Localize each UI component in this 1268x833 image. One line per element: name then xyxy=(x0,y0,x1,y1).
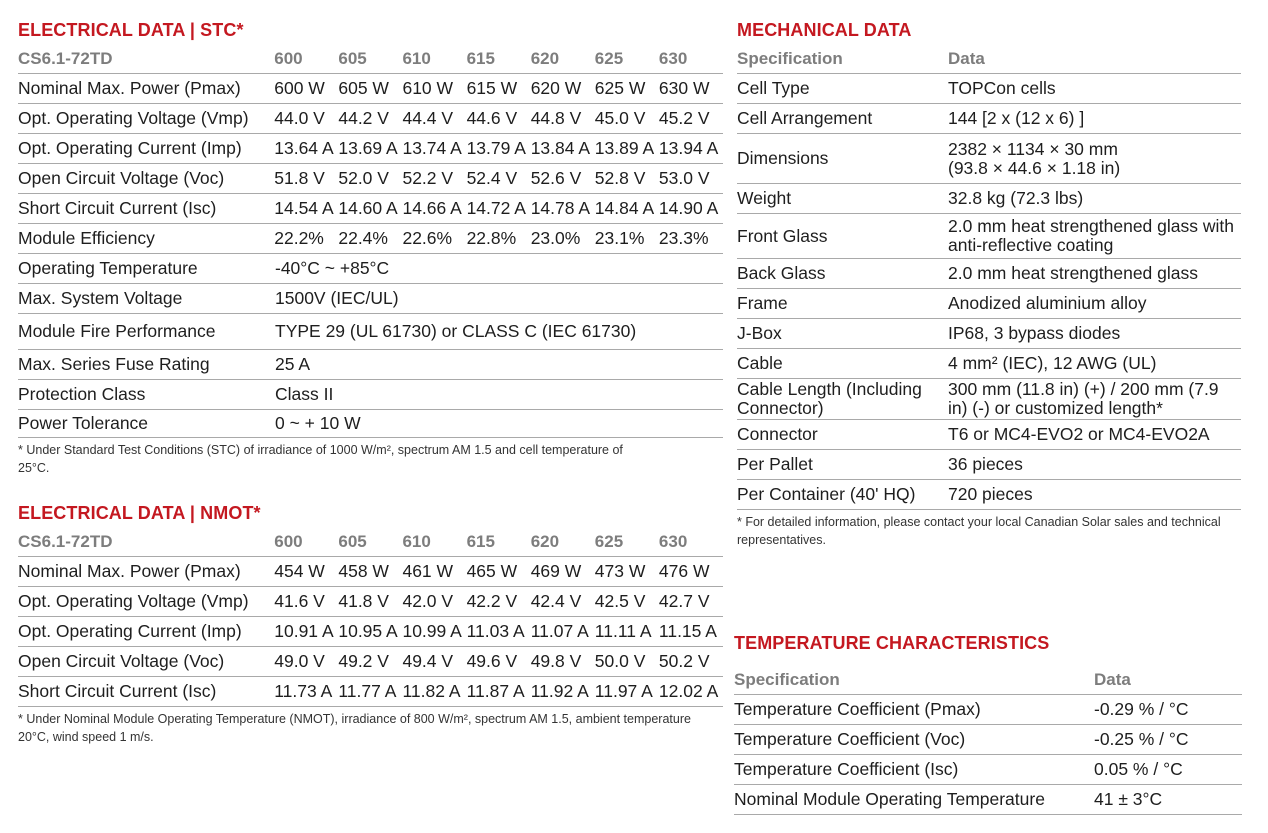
nmot-row-label: Opt. Operating Voltage (Vmp) xyxy=(18,591,249,611)
stc-model-header: CS6.1-72TD xyxy=(18,48,113,68)
nmot-cell-value: 49.6 V xyxy=(466,651,518,671)
nmot-row-label: Short Circuit Current (Isc) xyxy=(18,681,217,701)
nmot-cell-value: 11.92 A xyxy=(530,681,589,701)
stc-row-label: Opt. Operating Current (Imp) xyxy=(18,138,242,158)
nmot-cell-value: 41.6 V xyxy=(274,591,325,611)
mech-row-label: Connector xyxy=(737,424,818,444)
mech-table-row xyxy=(737,74,1241,104)
stc-span-value: -40°C ~ +85°C xyxy=(275,258,390,278)
mech-row-value: T6 or MC4-EVO2 or MC4-EVO2A xyxy=(948,424,1210,444)
mech-row-label: Cell Type xyxy=(737,78,810,98)
nmot-col-header: 630 xyxy=(658,531,688,551)
mech-row-label: J-Box xyxy=(737,323,782,343)
nmot-col-header: 605 xyxy=(338,531,367,551)
mech-table xyxy=(737,44,1241,510)
nmot-cell-value: 11.11 A xyxy=(594,621,652,641)
stc-cell-value: 13.94 A xyxy=(658,138,719,158)
stc-cell-value: 14.60 A xyxy=(338,198,398,218)
stc-cell-value: 23.3% xyxy=(658,228,709,248)
stc-cell-value: 44.2 V xyxy=(338,108,389,128)
temp-row-value: 41 ± 3°C xyxy=(1094,789,1163,809)
nmot-cell-value: 42.7 V xyxy=(658,591,710,611)
nmot-col-header: 610 xyxy=(402,531,431,551)
nmot-cell-value: 11.03 A xyxy=(466,621,525,641)
stc-row-label: Module Fire Performance xyxy=(18,321,216,341)
nmot-table-row xyxy=(18,677,723,707)
temp-table-row xyxy=(734,725,1242,755)
nmot-model-header: CS6.1-72TD xyxy=(18,531,113,551)
mech-row-value: Anodized aluminium alloy xyxy=(948,293,1147,313)
temp-table-row xyxy=(734,785,1242,815)
mech-row-value: 2382 × 1134 × 30 mm (93.8 × 44.6 × 1.18 in) xyxy=(948,138,1121,178)
stc-cell-value: 13.84 A xyxy=(530,138,591,158)
stc-cell-value: 13.69 A xyxy=(338,138,398,158)
temp-row-label: Temperature Coefficient (Voc) xyxy=(734,729,966,749)
stc-span-row xyxy=(18,350,723,380)
stc-cell-value: 53.0 V xyxy=(658,168,710,188)
mech-data-header: Data xyxy=(948,48,985,68)
mech-header-row xyxy=(737,44,1241,74)
stc-cell-value: 630 W xyxy=(658,78,710,98)
stc-cell-value: 600 W xyxy=(274,78,325,98)
stc-cell-value: 44.4 V xyxy=(402,108,454,128)
nmot-cell-value: 473 W xyxy=(594,561,646,581)
mech-table-row xyxy=(737,214,1241,259)
stc-table-row xyxy=(18,224,723,254)
temp-spec-header: Specification xyxy=(734,669,840,689)
stc-row-label: Max. System Voltage xyxy=(18,288,183,308)
mech-table-row xyxy=(737,259,1241,289)
stc-cell-value: 51.8 V xyxy=(274,168,325,188)
nmot-cell-value: 42.5 V xyxy=(594,591,646,611)
temp-row-value: -0.25 % / °C xyxy=(1094,729,1189,749)
stc-col-header: 625 xyxy=(594,48,624,68)
nmot-cell-value: 49.2 V xyxy=(338,651,389,671)
stc-cell-value: 44.0 V xyxy=(274,108,325,128)
nmot-cell-value: 476 W xyxy=(658,561,710,581)
stc-cell-value: 44.6 V xyxy=(466,108,518,128)
stc-row-label: Power Tolerance xyxy=(18,413,149,433)
mech-row-value: TOPCon cells xyxy=(948,78,1056,98)
mech-table-row xyxy=(737,289,1241,319)
stc-span-row xyxy=(18,410,723,438)
nmot-cell-value: 49.8 V xyxy=(530,651,582,671)
stc-cell-value: 14.78 A xyxy=(530,198,591,218)
stc-span-row xyxy=(18,254,723,284)
mech-row-label: Cell Arrangement xyxy=(737,108,873,128)
nmot-cell-value: 10.99 A xyxy=(402,621,462,641)
nmot-col-header: 625 xyxy=(594,531,624,551)
nmot-row-label: Opt. Operating Current (Imp) xyxy=(18,621,242,641)
temp-header-row xyxy=(734,665,1242,695)
stc-col-header: 615 xyxy=(466,48,495,68)
electrical-data-nmot-section xyxy=(18,499,723,746)
nmot-cell-value: 454 W xyxy=(274,561,325,581)
mech-row-label: Per Container (40' HQ) xyxy=(737,484,916,504)
stc-cell-value: 13.64 A xyxy=(274,138,334,158)
stc-span-value: Class II xyxy=(275,384,334,404)
nmot-cell-value: 49.4 V xyxy=(402,651,454,671)
stc-col-header: 605 xyxy=(338,48,367,68)
mech-row-value: 36 pieces xyxy=(948,454,1023,474)
stc-cell-value: 14.72 A xyxy=(466,198,526,218)
stc-row-label: Module Efficiency xyxy=(18,228,155,248)
mech-table-row xyxy=(737,480,1241,510)
nmot-table-row xyxy=(18,617,723,647)
nmot-table-row xyxy=(18,647,723,677)
stc-col-header: 610 xyxy=(402,48,431,68)
mech-row-value: 300 mm (11.8 in) (+) / 200 mm (7.9 in) (-) or customized length* xyxy=(948,379,1219,418)
mech-table-row xyxy=(737,184,1241,214)
stc-cell-value: 22.2% xyxy=(274,228,324,248)
stc-row-label: Open Circuit Voltage (Voc) xyxy=(18,168,225,188)
mech-footnote: * For detailed information, please contact your local Canadian Solar sales and technical representatives. xyxy=(737,515,1221,547)
stc-row-label: Protection Class xyxy=(18,384,146,404)
stc-span-row xyxy=(18,314,723,350)
nmot-table xyxy=(18,527,723,707)
stc-cell-value: 52.6 V xyxy=(530,168,582,188)
mech-row-value: 32.8 kg (72.3 lbs) xyxy=(948,188,1084,208)
temperature-characteristics-section xyxy=(734,629,1242,815)
mech-row-label: Cable xyxy=(737,353,783,373)
stc-cell-value: 620 W xyxy=(530,78,582,98)
stc-col-header: 630 xyxy=(658,48,688,68)
nmot-col-header: 615 xyxy=(466,531,495,551)
stc-table-row xyxy=(18,74,723,104)
nmot-row-label: Open Circuit Voltage (Voc) xyxy=(18,651,225,671)
stc-cell-value: 45.2 V xyxy=(658,108,710,128)
nmot-cell-value: 50.2 V xyxy=(658,651,710,671)
stc-table-row xyxy=(18,104,723,134)
mech-table-row xyxy=(737,450,1241,480)
mech-row-label: Frame xyxy=(737,293,788,313)
nmot-cell-value: 469 W xyxy=(530,561,582,581)
temp-data-header: Data xyxy=(1094,669,1131,689)
stc-cell-value: 13.79 A xyxy=(466,138,526,158)
nmot-col-header: 620 xyxy=(530,531,560,551)
stc-cell-value: 610 W xyxy=(402,78,454,98)
mech-row-label: Back Glass xyxy=(737,263,826,283)
temp-table-row xyxy=(734,695,1242,725)
nmot-table-row xyxy=(18,557,723,587)
stc-cell-value: 13.74 A xyxy=(402,138,462,158)
mech-row-value: 2.0 mm heat strengthened glass xyxy=(948,263,1199,283)
stc-span-value: 25 A xyxy=(275,354,311,374)
stc-span-row xyxy=(18,284,723,314)
nmot-col-header: 600 xyxy=(274,531,303,551)
stc-cell-value: 22.8% xyxy=(466,228,517,248)
stc-table-row xyxy=(18,134,723,164)
mech-row-value: 144 [2 x (12 x 6) ] xyxy=(948,108,1085,128)
stc-cell-value: 13.89 A xyxy=(594,138,655,158)
nmot-cell-value: 10.95 A xyxy=(338,621,398,641)
stc-col-header: 620 xyxy=(530,48,560,68)
nmot-cell-value: 465 W xyxy=(466,561,518,581)
stc-cell-value: 52.2 V xyxy=(402,168,454,188)
nmot-cell-value: 458 W xyxy=(338,561,389,581)
stc-footnote: * Under Standard Test Conditions (STC) of irradiance of 1000 W/m², spectrum AM 1.5 and cell temperature of 25°C. xyxy=(18,443,623,475)
mech-section-title: MECHANICAL DATA xyxy=(737,20,912,40)
mech-table-row xyxy=(737,104,1241,134)
nmot-cell-value: 11.97 A xyxy=(594,681,653,701)
nmot-cell-value: 10.91 A xyxy=(274,621,334,641)
stc-table xyxy=(18,44,723,438)
nmot-section-title: ELECTRICAL DATA | NMOT* xyxy=(18,503,261,523)
mechanical-data-section xyxy=(737,16,1241,549)
stc-row-label: Nominal Max. Power (Pmax) xyxy=(18,78,241,98)
stc-header-row xyxy=(18,44,723,74)
stc-cell-value: 14.90 A xyxy=(658,198,719,218)
temp-row-label: Temperature Coefficient (Pmax) xyxy=(734,699,981,719)
mech-row-value: 4 mm² (IEC), 12 AWG (UL) xyxy=(948,353,1157,373)
nmot-cell-value: 11.82 A xyxy=(402,681,461,701)
stc-span-value: TYPE 29 (UL 61730) or CLASS C (IEC 61730) xyxy=(275,321,637,341)
stc-cell-value: 23.1% xyxy=(594,228,645,248)
stc-row-label: Max. Series Fuse Rating xyxy=(18,354,210,374)
electrical-data-stc-section xyxy=(18,16,723,477)
stc-cell-value: 23.0% xyxy=(530,228,581,248)
stc-cell-value: 22.4% xyxy=(338,228,388,248)
temp-row-label: Nominal Module Operating Temperature xyxy=(734,789,1045,809)
nmot-cell-value: 11.15 A xyxy=(658,621,717,641)
stc-span-row xyxy=(18,380,723,410)
stc-row-label: Opt. Operating Voltage (Vmp) xyxy=(18,108,249,128)
temp-table xyxy=(734,665,1242,815)
nmot-row-label: Nominal Max. Power (Pmax) xyxy=(18,561,241,581)
mech-table-row xyxy=(737,420,1241,450)
mech-row-value: 720 pieces xyxy=(948,484,1033,504)
nmot-cell-value: 41.8 V xyxy=(338,591,389,611)
stc-cell-value: 625 W xyxy=(594,78,646,98)
stc-cell-value: 45.0 V xyxy=(594,108,646,128)
stc-cell-value: 14.66 A xyxy=(402,198,462,218)
mech-row-value: 2.0 mm heat strengthened glass with anti-reflective coating xyxy=(948,216,1234,255)
stc-cell-value: 605 W xyxy=(338,78,389,98)
mech-table-row xyxy=(737,319,1241,349)
mech-row-value: IP68, 3 bypass diodes xyxy=(948,323,1121,343)
mech-row-label: Per Pallet xyxy=(737,454,813,474)
stc-cell-value: 52.4 V xyxy=(466,168,518,188)
stc-section-title: ELECTRICAL DATA | STC* xyxy=(18,20,244,40)
nmot-cell-value: 11.73 A xyxy=(274,681,333,701)
nmot-cell-value: 11.77 A xyxy=(338,681,397,701)
temp-table-row xyxy=(734,755,1242,785)
temp-row-label: Temperature Coefficient (Isc) xyxy=(734,759,959,779)
nmot-cell-value: 12.02 A xyxy=(658,681,719,701)
nmot-table-row xyxy=(18,587,723,617)
mech-table-row xyxy=(737,379,1241,420)
nmot-cell-value: 461 W xyxy=(402,561,454,581)
stc-cell-value: 14.54 A xyxy=(274,198,334,218)
mech-table-row xyxy=(737,134,1241,184)
nmot-cell-value: 42.2 V xyxy=(466,591,518,611)
temp-row-value: -0.29 % / °C xyxy=(1094,699,1189,719)
stc-cell-value: 52.0 V xyxy=(338,168,389,188)
nmot-cell-value: 42.0 V xyxy=(402,591,454,611)
temp-section-title: TEMPERATURE CHARACTERISTICS xyxy=(734,633,1050,653)
nmot-cell-value: 50.0 V xyxy=(594,651,646,671)
mech-row-label: Front Glass xyxy=(737,225,828,246)
nmot-cell-value: 11.87 A xyxy=(466,681,525,701)
stc-span-value: 0 ~ + 10 W xyxy=(275,413,361,433)
mech-row-label: Cable Length (Including Connector) xyxy=(737,379,922,418)
nmot-cell-value: 11.07 A xyxy=(530,621,589,641)
stc-table-row xyxy=(18,194,723,224)
mech-spec-header: Specification xyxy=(737,48,843,68)
stc-cell-value: 44.8 V xyxy=(530,108,582,128)
mech-row-label: Dimensions xyxy=(737,148,829,168)
mech-row-label: Weight xyxy=(737,188,792,208)
stc-col-header: 600 xyxy=(274,48,303,68)
stc-span-value: 1500V (IEC/UL) xyxy=(275,288,399,308)
nmot-footnote: * Under Nominal Module Operating Temperature (NMOT), irradiance of 800 W/m², spectrum AM 1.5, ambient temperature 20°C, wind speed 1 m/s. xyxy=(18,712,691,744)
nmot-cell-value: 42.4 V xyxy=(530,591,582,611)
stc-cell-value: 615 W xyxy=(466,78,518,98)
stc-table-row xyxy=(18,164,723,194)
stc-cell-value: 52.8 V xyxy=(594,168,646,188)
nmot-header-row xyxy=(18,527,723,557)
mech-table-row xyxy=(737,349,1241,379)
stc-row-label: Short Circuit Current (Isc) xyxy=(18,198,217,218)
stc-cell-value: 14.84 A xyxy=(594,198,655,218)
stc-cell-value: 22.6% xyxy=(402,228,453,248)
nmot-cell-value: 49.0 V xyxy=(274,651,325,671)
stc-row-label: Operating Temperature xyxy=(18,258,198,278)
temp-row-value: 0.05 % / °C xyxy=(1094,759,1183,779)
